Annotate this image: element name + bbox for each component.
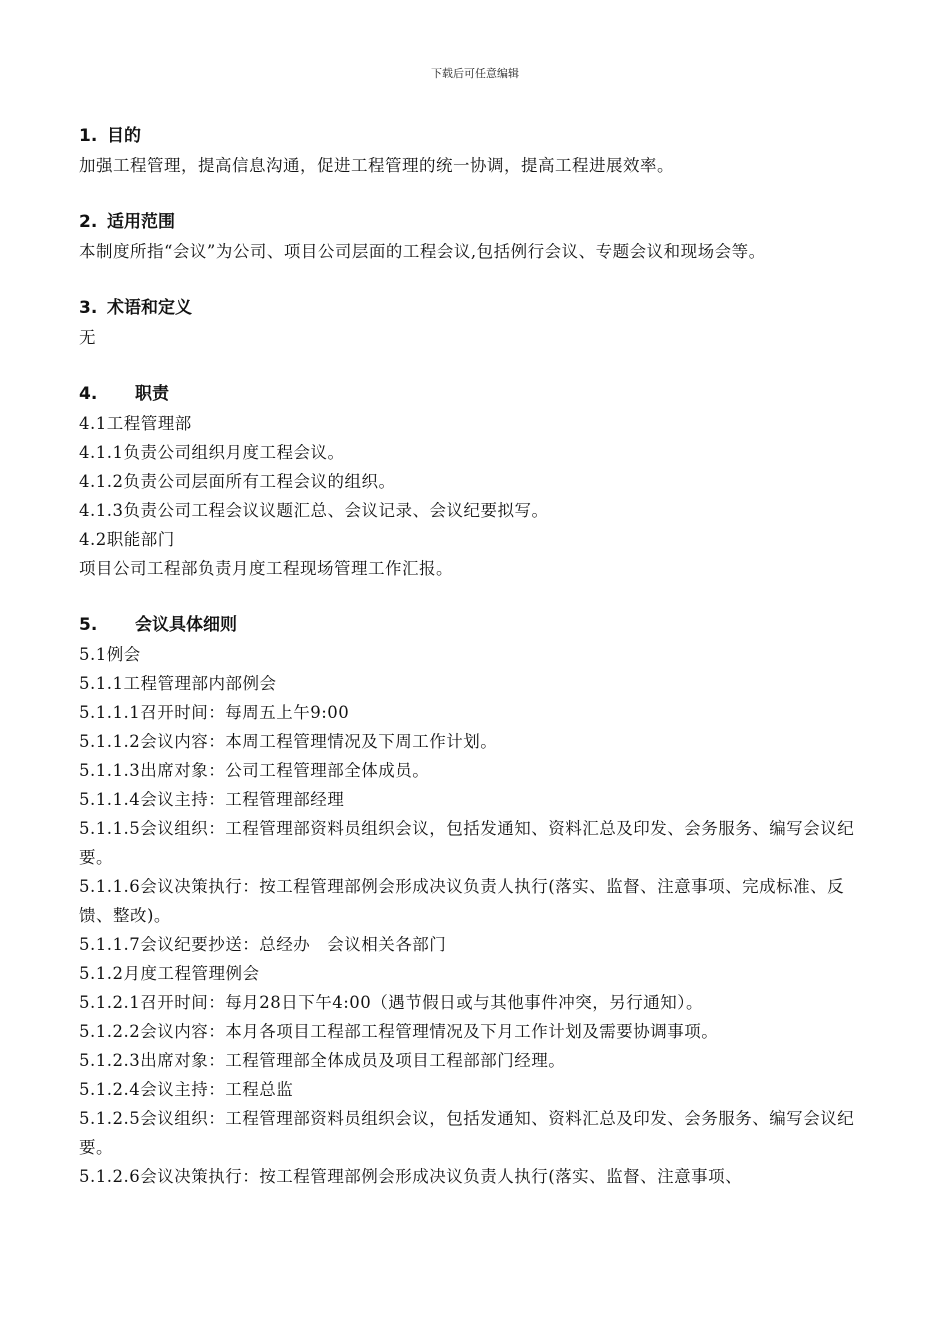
document-body [79, 122, 869, 1219]
section-heading [79, 294, 869, 323]
section-title: 会议具体细则 [135, 615, 237, 635]
clause-line: 5.1.2.2会议内容：本月各项目工程部工程管理情况及下月工作计划及需要协调事项。 [79, 1022, 719, 1041]
clause-line: 5.1.2.6会议决策执行：按工程管理部例会形成决议负责人执行(落实、监督、注意事项、 [79, 1167, 743, 1186]
section-heading [79, 122, 869, 151]
clause-paragraph: 5.1.1.5会议组织：工程管理部资料员组织会议，包括发通知、资料汇总及印发、会务服务、编写会议纪要。 [79, 819, 855, 867]
clause-line: 4.1工程管理部 [79, 414, 192, 433]
page-header: 下载后可任意编辑 [431, 67, 519, 80]
section-number: 3. [79, 298, 98, 318]
clause-paragraph: 5.1.2.5会议组织：工程管理部资料员组织会议，包括发通知、资料汇总及印发、会务服务、编写会议纪要。 [79, 1109, 855, 1157]
section-meeting-rules [79, 611, 869, 1191]
section-title: 适用范围 [107, 212, 175, 232]
section-title: 术语和定义 [107, 298, 192, 318]
clause-line: 5.1.1.4会议主持：工程管理部经理 [79, 790, 345, 809]
clause-line: 项目公司工程部负责月度工程现场管理工作汇报。 [79, 559, 453, 578]
section-number: 2. [79, 212, 98, 232]
clause-line: 5.1.1工程管理部内部例会 [79, 674, 277, 693]
clause-line: 4.1.3负责公司工程会议议题汇总、会议记录、会议纪要拟写。 [79, 501, 549, 520]
section-number: 4. [79, 384, 98, 404]
section-number: 5. [79, 615, 98, 635]
section-heading [79, 208, 869, 237]
clause-line: 4.2职能部门 [79, 530, 175, 549]
clause-line: 5.1.1.7会议纪要抄送：总经办 会议相关各部门 [79, 935, 447, 954]
clause-line: 5.1.1.3出席对象：公司工程管理部全体成员。 [79, 761, 430, 780]
section-scope [79, 208, 869, 266]
section-title: 职责 [135, 384, 169, 404]
clause-line: 5.1.1.2会议内容：本周工程管理情况及下周工作计划。 [79, 732, 498, 751]
section-paragraph: 加强工程管理，提高信息沟通，促进工程管理的统一协调，提高工程进展效率。 [79, 156, 674, 175]
clause-paragraph: 5.1.1.6会议决策执行：按工程管理部例会形成决议负责人执行(落实、监督、注意事项、完成标准、反馈、整改)。 [79, 877, 845, 925]
section-number: 1. [79, 126, 98, 146]
section-paragraph: 本制度所指“会议”为公司、项目公司层面的工程会议,包括例行会议、专题会议和现场会等。 [79, 242, 766, 261]
section-heading [79, 611, 869, 640]
clause-line: 5.1.2.1召开时间：每月28日下午4:00（遇节假日或与其他事件冲突，另行通知）。 [79, 993, 704, 1012]
clause-line: 5.1例会 [79, 645, 141, 664]
section-purpose [79, 122, 869, 180]
clause-line: 4.1.2负责公司层面所有工程会议的组织。 [79, 472, 396, 491]
clause-line: 5.1.2月度工程管理例会 [79, 964, 260, 983]
section-heading [79, 380, 869, 409]
clause-line: 4.1.1负责公司组织月度工程会议。 [79, 443, 345, 462]
clause-line: 5.1.1.1召开时间：每周五上午9:00 [79, 703, 350, 722]
clause-line: 5.1.2.4会议主持：工程总监 [79, 1080, 294, 1099]
section-terms [79, 294, 869, 352]
section-title: 目的 [107, 126, 141, 146]
clause-line: 5.1.2.3出席对象：工程管理部全体成员及项目工程部部门经理。 [79, 1051, 566, 1070]
section-paragraph: 无 [79, 328, 96, 347]
section-responsibilities [79, 380, 869, 583]
